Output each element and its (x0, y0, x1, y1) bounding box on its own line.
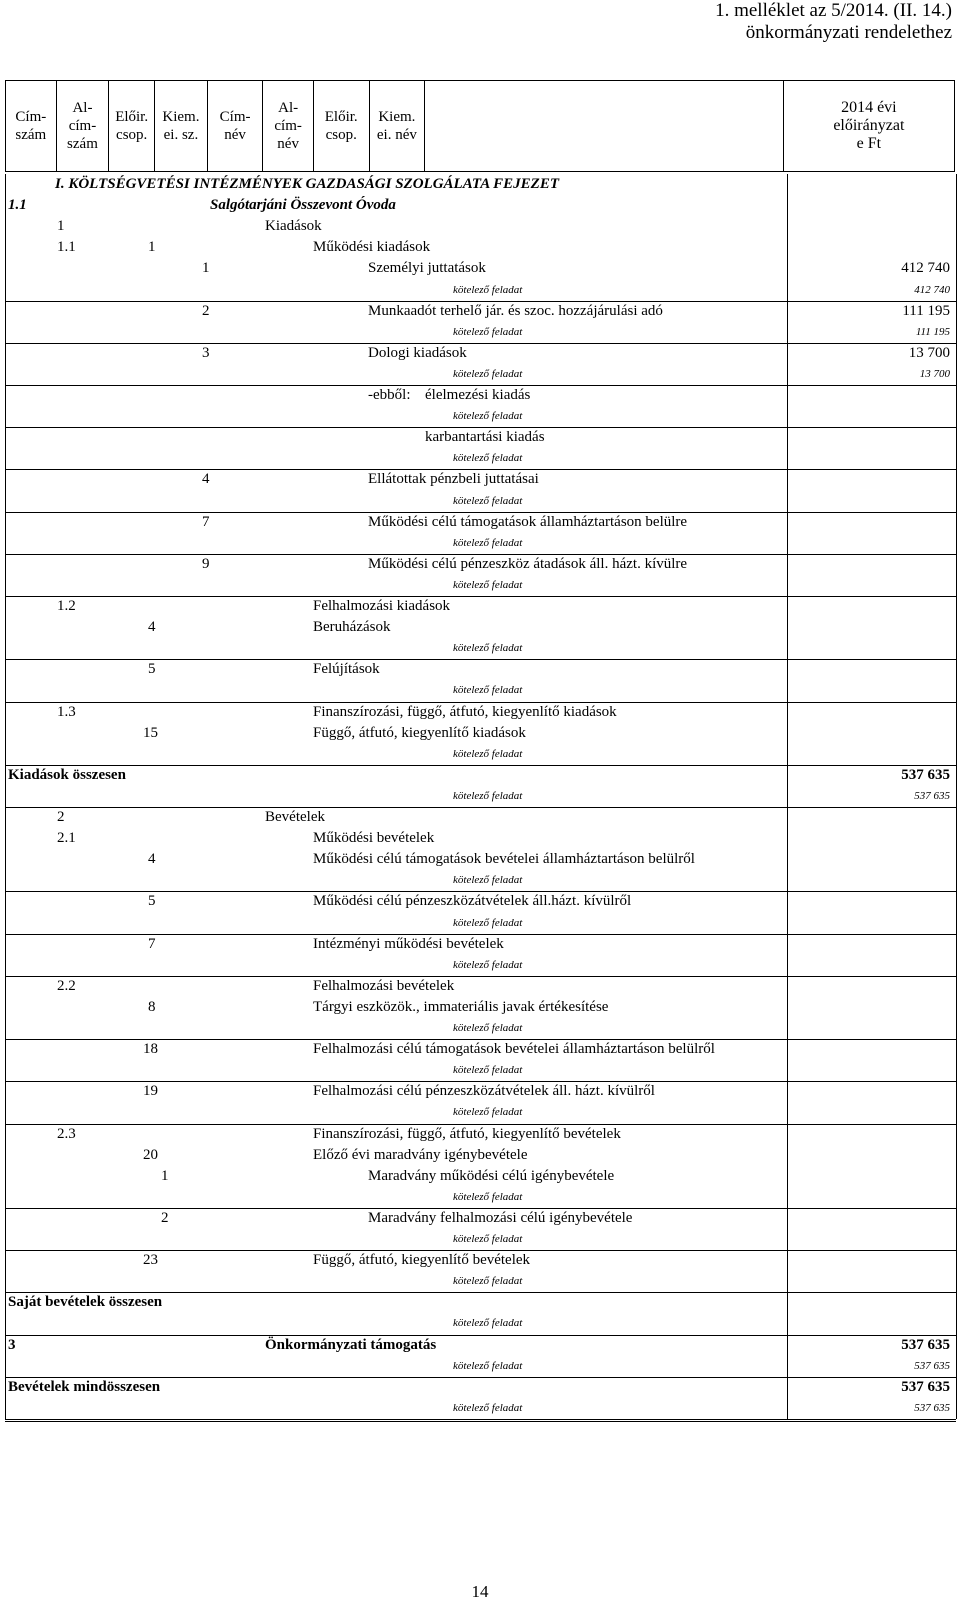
row-cell: 1 (202, 260, 210, 276)
row-cell: Maradvány működési célú igénybevétele (368, 1168, 615, 1184)
table-row (0, 596, 960, 617)
table-row (0, 512, 960, 533)
table-row (0, 448, 960, 469)
row-cell: Önkormányzati támogatás (265, 1337, 437, 1353)
row-cell: -ebből: (368, 387, 411, 403)
table-row (0, 723, 960, 744)
row-cell: 2.1 (57, 830, 76, 846)
table-row (0, 1039, 960, 1060)
row-cell: kötelező feladat (453, 790, 523, 802)
grid-line-horizontal (5, 1124, 956, 1125)
row-cell: 7 (202, 514, 210, 530)
amount-cell: 537 635 (914, 1402, 950, 1414)
amount-cell: 111 195 (915, 326, 950, 338)
row-cell: Függő, átfutó, kiegyenlítő kiadások (313, 725, 526, 741)
row-cell: Felhalmozási bevételek (313, 978, 455, 994)
grid-line-horizontal (5, 1292, 956, 1293)
table-row (0, 828, 960, 849)
table-row (0, 491, 960, 512)
grid-line-horizontal (5, 512, 956, 513)
table-row (0, 1145, 960, 1166)
amount-cell: 13 700 (919, 368, 950, 380)
grid-line-vertical (5, 174, 6, 1419)
header-cell: Előir. csop. (313, 81, 369, 172)
table-row (0, 807, 960, 828)
amount-cell: 537 635 (901, 1379, 950, 1395)
table-row (0, 364, 960, 385)
table-row (0, 469, 960, 490)
row-cell: Felhalmozási kiadások (313, 598, 451, 614)
table-row (0, 638, 960, 659)
row-cell: 15 (143, 725, 158, 741)
row-cell: Működési célú támogatások bevételei államháztartáson belülről (313, 851, 695, 867)
table-row (0, 955, 960, 976)
table-row (0, 1187, 960, 1208)
header-cell: Cím- szám (6, 81, 57, 172)
row-cell: 4 (148, 619, 156, 635)
row-cell: 2 (161, 1210, 169, 1226)
row-cell: kötelező feladat (453, 1064, 523, 1076)
amount-cell: 111 195 (902, 303, 950, 319)
table-row (0, 554, 960, 575)
grid-line-horizontal (5, 596, 956, 597)
row-cell: Dologi kiadások (368, 345, 467, 361)
table-row (0, 1356, 960, 1377)
grid-line-horizontal (5, 301, 956, 302)
header-cell: Al- cím- név (263, 81, 314, 172)
table-row (0, 406, 960, 427)
row-cell: kötelező feladat (453, 495, 523, 507)
row-cell: Saját bevételek összesen (8, 1294, 163, 1310)
annex-note-line2: önkormányzati rendelethez (745, 22, 952, 43)
row-cell: 18 (143, 1041, 158, 1057)
row-cell: 1 (57, 218, 65, 234)
table-row (0, 1377, 960, 1398)
row-cell: kötelező feladat (453, 959, 523, 971)
grid-line-horizontal (5, 1377, 956, 1378)
row-cell: Felhalmozási célú támogatások bevételei államháztartáson belülről (313, 1041, 715, 1057)
table-row (0, 891, 960, 912)
table-row (0, 533, 960, 554)
table-row (0, 744, 960, 765)
row-cell: Működési bevételek (313, 830, 435, 846)
table-row (0, 575, 960, 596)
header-cell: 2014 évi előirányzat e Ft (783, 81, 954, 172)
row-cell: Bevételek mindösszesen (8, 1379, 161, 1395)
row-cell: kötelező feladat (453, 1233, 523, 1245)
table-row (0, 997, 960, 1018)
row-cell: Kiadások (265, 218, 322, 234)
table-row (0, 870, 960, 891)
row-cell: 4 (148, 851, 156, 867)
row-cell: 1 (161, 1168, 169, 1184)
table-row (0, 174, 960, 195)
grid-line-horizontal (5, 976, 956, 977)
row-cell: Bevételek (265, 809, 325, 825)
grid-line-horizontal (5, 1039, 956, 1040)
header-cell (425, 81, 784, 172)
row-cell: 20 (143, 1147, 158, 1163)
row-cell: kötelező feladat (453, 579, 523, 591)
grid-line-horizontal (5, 427, 956, 428)
row-cell: kötelező feladat (453, 368, 523, 380)
table-row (0, 322, 960, 343)
row-cell: kötelező feladat (453, 684, 523, 696)
table-row (0, 1271, 960, 1292)
grid-line-horizontal (5, 934, 956, 935)
grid-line-vertical (956, 174, 957, 1419)
row-cell: Személyi juttatások (368, 260, 486, 276)
row-cell: kötelező feladat (453, 1106, 523, 1118)
row-cell: 2 (202, 303, 210, 319)
row-cell: 9 (202, 556, 210, 572)
table-row (0, 216, 960, 237)
grid-line-horizontal (5, 469, 956, 470)
row-cell: kötelező feladat (453, 748, 523, 760)
amount-cell: 537 635 (914, 1360, 950, 1372)
table-row (0, 849, 960, 870)
table-row (0, 258, 960, 279)
table-row (0, 1018, 960, 1039)
column-header (5, 80, 955, 172)
row-cell: 4 (202, 471, 210, 487)
table-row (0, 427, 960, 448)
table-row (0, 237, 960, 258)
table-row (0, 280, 960, 301)
table-row (0, 1335, 960, 1356)
table-row (0, 680, 960, 701)
row-cell: kötelező feladat (453, 1360, 523, 1372)
page-number: 14 (471, 1582, 489, 1601)
table-row (0, 1166, 960, 1187)
row-cell: Finanszírozási, függő, átfutó, kiegyenlítő bevételek (313, 1126, 621, 1142)
row-cell: kötelező feladat (453, 1317, 523, 1329)
table-row (0, 1398, 960, 1419)
row-cell: karbantartási kiadás (425, 429, 545, 445)
grid-line-horizontal (5, 702, 956, 703)
grid-line-horizontal (5, 1208, 956, 1209)
grid-line-horizontal (5, 1335, 956, 1336)
row-cell: 8 (148, 999, 156, 1015)
amount-cell: 412 740 (901, 260, 950, 276)
table-row (0, 617, 960, 638)
row-cell: Finanszírozási, függő, átfutó, kiegyenlítő kiadások (313, 704, 617, 720)
grid-line-horizontal (5, 807, 956, 808)
row-cell: kötelező feladat (453, 917, 523, 929)
row-cell: Működési célú támogatások államháztartáson belülre (368, 514, 688, 530)
annex-note-line1: 1. melléklet az 5/2014. (II. 14.) (715, 0, 952, 21)
row-cell: 23 (143, 1252, 158, 1268)
table-row (0, 786, 960, 807)
table-row (0, 195, 960, 216)
row-cell: kötelező feladat (453, 642, 523, 654)
row-cell: 2 (57, 809, 65, 825)
row-cell: 19 (143, 1083, 158, 1099)
row-cell: Maradvány felhalmozási célú igénybevétele (368, 1210, 633, 1226)
table-row (0, 659, 960, 680)
row-cell: kötelező feladat (453, 874, 523, 886)
row-cell: kötelező feladat (453, 1402, 523, 1414)
header-cell: Al- cím- szám (56, 81, 109, 172)
row-cell: élelmezési kiadás (425, 387, 531, 403)
header-cell: Kiem. ei. sz. (155, 81, 208, 172)
row-cell: 7 (148, 936, 156, 952)
amount-cell: 537 635 (901, 1337, 950, 1353)
row-cell: Munkaadót terhelő jár. és szoc. hozzájárulási adó (368, 303, 663, 319)
row-cell: Felhalmozási célú pénzeszközátvételek áll. házt. kívülről (313, 1083, 655, 1099)
table-row (0, 913, 960, 934)
row-cell: Intézményi működési bevételek (313, 936, 504, 952)
grid-line-horizontal (5, 343, 956, 344)
row-cell: 1 (148, 239, 156, 255)
table-row (0, 301, 960, 322)
table-row (0, 1124, 960, 1145)
amount-cell: 412 740 (914, 284, 950, 296)
row-cell: 5 (148, 893, 156, 909)
table-row (0, 343, 960, 364)
row-cell: 1.3 (57, 704, 76, 720)
row-cell: Kiadások összesen (8, 767, 126, 783)
row-cell: 2.2 (57, 978, 76, 994)
table-row (0, 1060, 960, 1081)
row-cell: Előző évi maradvány igénybevétele (313, 1147, 528, 1163)
table-row (0, 1102, 960, 1123)
row-cell: Ellátottak pénzbeli juttatásai (368, 471, 539, 487)
grid-line-horizontal (5, 891, 956, 892)
grid-line-horizontal (5, 765, 956, 766)
row-cell: Tárgyi eszközök., immateriális javak értékesítése (313, 999, 609, 1015)
table-row (0, 1292, 960, 1313)
amount-cell: 537 635 (901, 767, 950, 783)
table-row (0, 765, 960, 786)
row-cell: kötelező feladat (453, 1022, 523, 1034)
grid-line-horizontal (5, 1250, 956, 1251)
row-cell: kötelező feladat (453, 1191, 523, 1203)
grid-line-horizontal (5, 1081, 956, 1082)
table-row (0, 934, 960, 955)
row-cell: 1.1 (8, 197, 27, 213)
row-cell: Függő, átfutó, kiegyenlítő bevételek (313, 1252, 531, 1268)
row-cell: Működési kiadások (313, 239, 431, 255)
table-row (0, 976, 960, 997)
table-row (0, 1229, 960, 1250)
amount-cell: 537 635 (914, 790, 950, 802)
grid-line-horizontal (5, 385, 956, 386)
table-row (0, 1313, 960, 1334)
row-cell: Működési célú pénzeszközátvételek áll.házt. kívülről (313, 893, 632, 909)
table-row (0, 1250, 960, 1271)
table-row (0, 385, 960, 406)
table-row (0, 702, 960, 723)
grid-line-horizontal (5, 1421, 956, 1422)
table-row (0, 1208, 960, 1229)
row-cell: kötelező feladat (453, 410, 523, 422)
row-cell: kötelező feladat (453, 1275, 523, 1287)
grid-line-horizontal (5, 554, 956, 555)
header-cell: Előir. csop. (109, 81, 155, 172)
table-row (0, 1081, 960, 1102)
row-cell: 5 (148, 661, 156, 677)
row-cell: Felújítások (313, 661, 380, 677)
annex-note (715, 0, 952, 44)
header-cell: Cím- név (207, 81, 263, 172)
amount-cell: 13 700 (908, 345, 950, 361)
row-cell: kötelező feladat (453, 326, 523, 338)
header-cell: Kiem. ei. név (369, 81, 425, 172)
row-cell: 2.3 (57, 1126, 76, 1142)
row-cell: 1.1 (57, 239, 76, 255)
grid-line-horizontal (5, 659, 956, 660)
row-cell: 3 (202, 345, 210, 361)
row-cell: kötelező feladat (453, 452, 523, 464)
row-cell: kötelező feladat (453, 284, 523, 296)
row-cell: I. KÖLTSÉGVETÉSI INTÉZMÉNYEK GAZDASÁGI SZOLGÁLATA FEJEZET (55, 176, 560, 192)
row-cell: 3 (8, 1337, 16, 1353)
row-cell: Működési célú pénzeszköz átadások áll. házt. kívülre (368, 556, 688, 572)
row-cell: kötelező feladat (453, 537, 523, 549)
row-cell: Salgótarjáni Összevont Óvoda (210, 197, 396, 213)
grid-line-vertical (787, 174, 788, 1419)
grid-line-horizontal (5, 1419, 956, 1420)
row-cell: Beruházások (313, 619, 391, 635)
row-cell: 1.2 (57, 598, 76, 614)
